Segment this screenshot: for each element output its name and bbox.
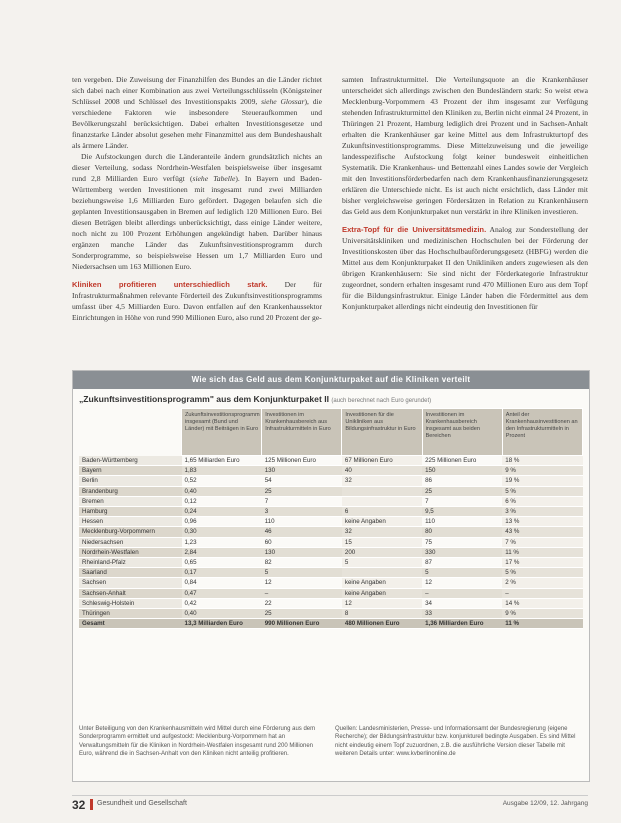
value-cell: 25 xyxy=(262,609,342,619)
value-cell: 67 Millionen Euro xyxy=(342,456,422,466)
state-cell: Rheinland-Pfalz xyxy=(79,558,182,568)
value-cell: 7 % xyxy=(502,537,582,547)
table-row xyxy=(79,507,583,517)
state-cell: Brandenburg xyxy=(79,486,182,496)
table-row xyxy=(79,598,583,608)
value-cell: 14 % xyxy=(502,598,582,608)
table-row xyxy=(79,527,583,537)
value-cell: 11 % xyxy=(502,619,582,629)
value-cell: 12 xyxy=(262,578,342,588)
value-cell: 0,40 xyxy=(182,486,262,496)
page-number: 32 xyxy=(72,798,86,812)
value-cell: 990 Millionen Euro xyxy=(262,619,342,629)
value-cell: 0,65 xyxy=(182,558,262,568)
value-cell: 32 xyxy=(342,476,422,486)
value-cell: 25 xyxy=(422,486,502,496)
value-cell: 0,52 xyxy=(182,476,262,486)
value-cell: 2 % xyxy=(502,578,582,588)
value-cell: 1,23 xyxy=(182,537,262,547)
value-cell: 13 % xyxy=(502,517,582,527)
magazine-name: Gesundheit und Gesellschaft xyxy=(97,800,187,807)
value-cell: 18 % xyxy=(502,456,582,466)
table-row xyxy=(79,456,583,466)
accent-bar xyxy=(90,799,93,810)
table-row xyxy=(79,578,583,588)
table-row xyxy=(79,547,583,557)
value-cell: 6 % xyxy=(502,496,582,506)
value-cell: 19 % xyxy=(502,476,582,486)
state-cell: Schleswig-Holstein xyxy=(79,598,182,608)
value-cell: 5 xyxy=(262,568,342,578)
left-paragraph-1: ten vergeben. Die Zuweisung der Finanzhilfen des Bundes an die Länder richtet sich dabei nach einer Kombination aus zwei Verteilungsschlüsseln (Königsteiner Schlüssel 2008 und Schlüssel des Investitionspakts 2009, siehe Glossar), die verschiedene Faktoren wie insbesondere Steueraufkommen und Bevölkerungszahl berücksichtigen. Dabei erhalten Investitionsgesetze und finanzstarke Länder absolut gesehen mehr Finanzmittel aus dem Bundeshaushalt als ärmere Länder. xyxy=(72,75,322,150)
value-cell: 9,5 xyxy=(422,507,502,517)
state-cell: Saarland xyxy=(79,568,182,578)
left-paragraph-2: Die Aufstockungen durch die Länderanteile ändern grundsätzlich nichts an dieser Verteilung, sodass Nordrhein-Westfalen beispielsweise über insgesamt rund 2,8 Milliarden Euro verfügt (siehe Tabelle). In Bayern und Baden-Württemberg werden Investitionen mit insgesamt rund zwei Milliarden beziehungsweise 1,6 Milliarden Euro gefördert. Dagegen belaufen sich die geplanten Investitionsausgaben in Bremen auf lediglich 120 Millionen Euro. Bei diesen Beträgen bleibt allerdings unberücksichtigt, dass einige Länder weitere, noch nicht zu 100 Prozent Erhöhungen angekündigt haben. Darüber hinaus ergänzen manche Länder das Zukunftsinvestitionsprogramm durch Sonderprogramme, so beispielsweise Hessen um 1,7 Milliarden Euro und Niedersachsen um 163 Millionen Euro. xyxy=(72,152,322,271)
value-cell: 86 xyxy=(422,476,502,486)
value-cell: 0,84 xyxy=(182,578,262,588)
value-cell: 9 % xyxy=(502,609,582,619)
value-cell: 25 xyxy=(262,486,342,496)
subheading-extra-topf: Extra-Topf für die Universitätsmedizin. xyxy=(342,225,487,234)
box-footnote-left: Unter Beteiligung von den Krankenhausmitteln wird Mittel durch eine Förderung aus dem Sonderprogramm ermittelt und aufgestockt: Mecklenburg-Vorpommern hat an Verwaltungsmitteln für die Kliniken in Nordrhein-Westfalen insgesamt rund 200 Millionen Euro, während die in Sachsen-Anhalt von den Kliniken nicht anteilig profitieren. xyxy=(79,726,316,758)
column-header: Investitionen für die Unikliniken aus Bildungsinfrastruktur in Euro xyxy=(342,409,422,456)
value-cell: 40 xyxy=(342,466,422,476)
info-box-header: Wie sich das Geld aus dem Konjunkturpaket auf die Kliniken verteilt xyxy=(73,371,589,389)
value-cell: 8 xyxy=(342,609,422,619)
value-cell xyxy=(342,568,422,578)
table-row xyxy=(79,588,583,598)
value-cell: 43 % xyxy=(502,527,582,537)
issue-info: Ausgabe 12/09, 12. Jahrgang xyxy=(502,800,588,807)
table-row xyxy=(79,619,583,629)
state-cell: Sachsen-Anhalt xyxy=(79,588,182,598)
value-cell: 32 xyxy=(342,527,422,537)
value-cell: 0,42 xyxy=(182,598,262,608)
page-footer xyxy=(72,795,588,812)
state-cell: Gesamt xyxy=(79,619,182,629)
subheading-kliniken: Kliniken profitieren unterschiedlich stark. xyxy=(72,280,268,289)
value-cell: 480 Millionen Euro xyxy=(342,619,422,629)
column-header: Zukunftsinvestitionsprogramm insgesamt (Bund und Länder) mit Beiträgen in Euro xyxy=(182,409,262,456)
value-cell: 3 xyxy=(262,507,342,517)
state-cell: Hamburg xyxy=(79,507,182,517)
value-cell: – xyxy=(422,588,502,598)
value-cell xyxy=(342,486,422,496)
value-cell: 13,3 Milliarden Euro xyxy=(182,619,262,629)
table-row xyxy=(79,496,583,506)
table-row xyxy=(79,466,583,476)
article-right-column xyxy=(342,74,588,312)
value-cell: 0,96 xyxy=(182,517,262,527)
table-row xyxy=(79,476,583,486)
value-cell: 0,24 xyxy=(182,507,262,517)
left-paragraph-3: Kliniken profitieren unterschiedlich stark. Der für Infrastrukturmaßnahmen relevante Förderteil des Zukunftsinvestitionsprogramms umfasst über 4,5 Milliarden Euro. Davon entfallen auf den Krankenhaussektor Einrichtungen in Höhe von rund 990 Millionen Euro, also rund 20 Prozent der ge- xyxy=(72,280,322,322)
value-cell: 200 xyxy=(342,547,422,557)
value-cell: 5 % xyxy=(502,486,582,496)
value-cell: 7 xyxy=(422,496,502,506)
value-cell: 5 % xyxy=(502,568,582,578)
value-cell: 1,65 Milliarden Euro xyxy=(182,456,262,466)
value-cell: 17 % xyxy=(502,558,582,568)
value-cell: – xyxy=(502,588,582,598)
value-cell: keine Angaben xyxy=(342,578,422,588)
value-cell: 7 xyxy=(262,496,342,506)
value-cell: keine Angaben xyxy=(342,588,422,598)
value-cell: 12 xyxy=(342,598,422,608)
state-cell: Bremen xyxy=(79,496,182,506)
value-cell: 9 % xyxy=(502,466,582,476)
value-cell: 75 xyxy=(422,537,502,547)
table-row xyxy=(79,558,583,568)
table-row xyxy=(79,517,583,527)
value-cell: 130 xyxy=(262,547,342,557)
value-cell: 33 xyxy=(422,609,502,619)
value-cell: 110 xyxy=(262,517,342,527)
column-header: Anteil der Krankenhausinvestitionen an den Infrastrukturmitteln in Prozent xyxy=(502,409,582,456)
value-cell: 34 xyxy=(422,598,502,608)
value-cell: 60 xyxy=(262,537,342,547)
value-cell: 225 Millionen Euro xyxy=(422,456,502,466)
right-paragraph-1: samten Infrastrukturmittel. Die Verteilungsquote an die Krankenhäuser unterscheidet sich allerdings zwischen den Bundesländern stark: So weist etwa Mecklenburg-Vorpommern 43 Prozent der ihm insgesamt zur Verfügung stehenden Infrastrukturmittel den Kliniken zu, Berlin nicht einmal 24 Prozent, in Thüringen 21 Prozent, Hamburg lediglich drei Prozent und in Sachsen-Anhalt erhalten die Krankenhäuser gar keine Mittel aus dem Infrastrukturtopf des Zukunftsinvestitionsprogramms. Diese Mittelzuweisung und die jeweilige landesspezifische Aufstockung folgt keiner bundesweit einheitlichen Systematik. Die Krankenhaus- und Bettenzahl eines Landes sowie der Vergleich mit den Investitionsförderbedarfen nach dem Krankenhausfinanzierungsgesetz erklären die Unterschiede nicht. Es ist auch nicht ersichtlich, dass Länder mit bisher vergleichsweise geringen Fördersätzen in Relation zu Krankenhäusern das Geld aus dem Konjunkturpaket nun verstärkt in ihre Kliniken investieren. xyxy=(342,75,588,216)
state-cell: Hessen xyxy=(79,517,182,527)
value-cell: 2,84 xyxy=(182,547,262,557)
value-cell: 1,36 Milliarden Euro xyxy=(422,619,502,629)
box-footnote-right: Quellen: Landesministerien, Presse- und Informationsamt der Bundesregierung (eigene Recherche); der Bildungsinfrastruktur bzw. konjunkturell bedingte Ausgaben. Es sind Mittel nicht eindeutig einem Topf zuzuordnen, z.B. die ausführliche Version dieser Tabelle mit weiteren Details unter: www.kvberlinonline.de xyxy=(335,726,576,758)
state-cell: Baden-Württemberg xyxy=(79,456,182,466)
column-header: Investitionen im Krankenhausbereich insgesamt aus beiden Bereichen xyxy=(422,409,502,456)
value-cell: 22 xyxy=(262,598,342,608)
table-row xyxy=(79,568,583,578)
table-row xyxy=(79,486,583,496)
funding-table xyxy=(79,408,583,629)
value-cell: 54 xyxy=(262,476,342,486)
value-cell: 3 % xyxy=(502,507,582,517)
state-cell: Thüringen xyxy=(79,609,182,619)
state-cell: Bayern xyxy=(79,466,182,476)
value-cell: 0,30 xyxy=(182,527,262,537)
info-box xyxy=(72,370,590,782)
value-cell: 330 xyxy=(422,547,502,557)
value-cell: 150 xyxy=(422,466,502,476)
state-cell: Niedersachsen xyxy=(79,537,182,547)
value-cell: 87 xyxy=(422,558,502,568)
value-cell: 5 xyxy=(422,568,502,578)
value-cell: 0,17 xyxy=(182,568,262,578)
right-paragraph-2: Extra-Topf für die Universitätsmedizin. Analog zur Sonderstellung der Universitätskliniken und medizinischen Hochschulen bei der Förderung der Investitionskosten über das Hochschulbauförderungsgesetz (HBFG) werden die Mittel aus dem Konjunkturpaket II den Unikliniken anders zugewiesen als den übrigen Krankenhäusern: Sie sind nicht der Förderkategorie Infrastruktur zugeordnet, sondern erhalten insgesamt rund 470 Millionen Euro aus dem Topf für die Bildungsinfrastruktur. Einige Länder haben die Fördermittel aus dem Konjunkturpaket allerdings nicht eindeutig den Investitionen für xyxy=(342,225,588,311)
state-cell: Mecklenburg-Vorpommern xyxy=(79,527,182,537)
value-cell: 15 xyxy=(342,537,422,547)
article-left-column xyxy=(72,74,322,323)
info-box-title: „Zukunftsinvestitionsprogramm" aus dem Konjunkturpaket II (auch berechnet nach Euro gerundet) xyxy=(79,394,432,404)
value-cell: 46 xyxy=(262,527,342,537)
value-cell: 125 Millionen Euro xyxy=(262,456,342,466)
value-cell: 1,83 xyxy=(182,466,262,476)
value-cell: keine Angaben xyxy=(342,517,422,527)
table-body xyxy=(79,456,583,629)
value-cell: 110 xyxy=(422,517,502,527)
table-row xyxy=(79,609,583,619)
value-cell: 12 xyxy=(422,578,502,588)
column-header: Investitionen im Krankenhausbereich aus Infrastrukturmitteln in Euro xyxy=(262,409,342,456)
state-cell: Nordrhein-Westfalen xyxy=(79,547,182,557)
value-cell: 11 % xyxy=(502,547,582,557)
state-cell: Berlin xyxy=(79,476,182,486)
value-cell: 6 xyxy=(342,507,422,517)
value-cell: 0,40 xyxy=(182,609,262,619)
state-cell: Sachsen xyxy=(79,578,182,588)
value-cell: 0,12 xyxy=(182,496,262,506)
table-row xyxy=(79,537,583,547)
value-cell: 80 xyxy=(422,527,502,537)
value-cell: 5 xyxy=(342,558,422,568)
value-cell: – xyxy=(262,588,342,598)
value-cell: 82 xyxy=(262,558,342,568)
value-cell: 0,47 xyxy=(182,588,262,598)
value-cell: 130 xyxy=(262,466,342,476)
value-cell xyxy=(342,496,422,506)
